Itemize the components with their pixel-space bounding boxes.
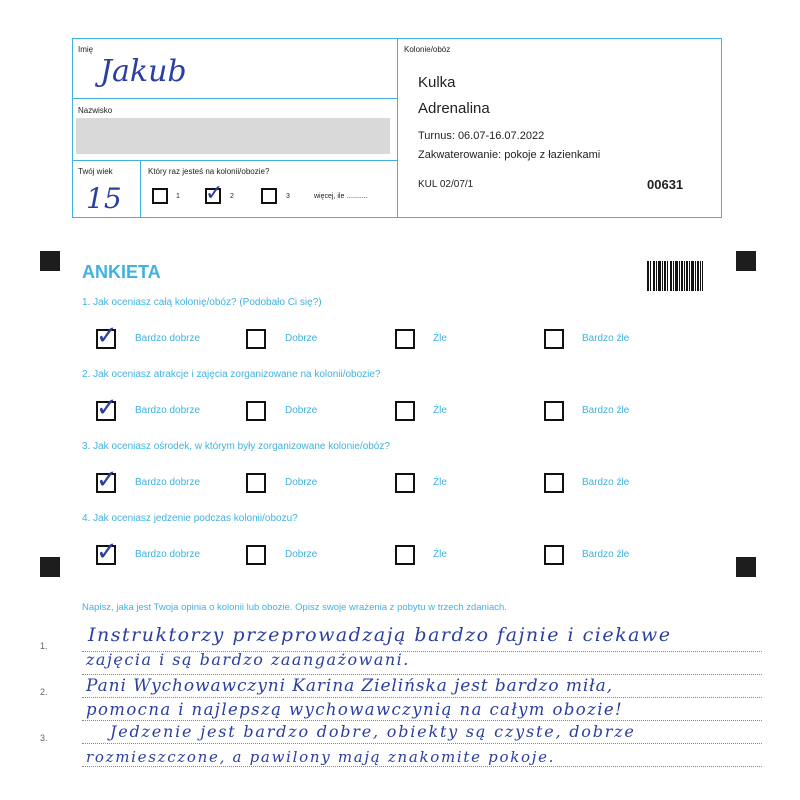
question-1: 1. Jak oceniasz całą kolonię/obóz? (Podobało Ci się?) bbox=[82, 297, 322, 308]
q4-bardzo-zle-checkbox[interactable] bbox=[544, 545, 564, 565]
q1-dobrze-checkbox[interactable] bbox=[246, 329, 266, 349]
writing-line bbox=[82, 674, 762, 675]
zakwaterowanie: Zakwaterowanie: pokoje z łazienkami bbox=[418, 149, 601, 161]
camp-name-2: Adrenalina bbox=[418, 100, 490, 117]
line-number: 1. bbox=[40, 641, 48, 651]
option-label: Dobrze bbox=[285, 405, 318, 416]
registration-marker bbox=[736, 251, 756, 271]
option-label: Bardzo dobrze bbox=[135, 333, 201, 344]
raz-checkbox-3[interactable] bbox=[261, 188, 277, 204]
wiecej-label: więcej, ile ........... bbox=[314, 193, 368, 200]
question-3: 3. Jak oceniasz ośrodek, w którym były zorganizowane kolonie/obóz? bbox=[82, 441, 390, 452]
option-label: Bardzo źle bbox=[582, 549, 630, 560]
q3-zle-checkbox[interactable] bbox=[395, 473, 415, 493]
handwriting-line: zajęcia i są bardzo zaangażowani. bbox=[86, 650, 410, 669]
wiek-label: Twój wiek bbox=[78, 167, 113, 176]
handwriting-line: Jedzenie jest bardzo dobre, obiekty są czyste, dobrze bbox=[110, 722, 636, 741]
header-divider-2 bbox=[72, 160, 397, 161]
writing-line bbox=[82, 743, 762, 744]
q4-bardzo-dobrze-checkbox[interactable] bbox=[96, 537, 118, 567]
option-label: Bardzo dobrze bbox=[135, 477, 201, 488]
option-label: Źle bbox=[433, 477, 447, 488]
option-label: Bardzo źle bbox=[582, 333, 630, 344]
handwriting-line: Instruktorzy przeprowadzają bardzo fajnie i ciekawe bbox=[88, 624, 672, 646]
barcode-icon bbox=[647, 261, 703, 291]
nazwisko-label: Nazwisko bbox=[78, 106, 113, 115]
q1-bardzo-zle-checkbox[interactable] bbox=[544, 329, 564, 349]
opinion-prompt: Napisz, jaka jest Twoja opinia o kolonii lub obozie. Opisz swoje wrażenia z pobytu w trzech zdaniach. bbox=[82, 602, 507, 613]
option-label: Dobrze bbox=[285, 477, 318, 488]
form-number: 00631 bbox=[647, 177, 684, 192]
camp-code: KUL 02/07/1 bbox=[418, 179, 474, 190]
nazwisko-redacted bbox=[76, 118, 390, 154]
turnus: Turnus: 06.07-16.07.2022 bbox=[418, 130, 545, 142]
check-mark-icon: ✓ bbox=[205, 181, 224, 206]
wiek-value[interactable]: 15 bbox=[86, 182, 122, 215]
registration-marker bbox=[736, 557, 756, 577]
raz-option-3: 3 bbox=[286, 193, 290, 200]
line-number: 3. bbox=[40, 733, 48, 743]
line-number: 2. bbox=[40, 687, 48, 697]
q2-dobrze-checkbox[interactable] bbox=[246, 401, 266, 421]
option-label: Źle bbox=[433, 405, 447, 416]
option-label: Źle bbox=[433, 549, 447, 560]
check-mark-icon: ✓ bbox=[96, 465, 118, 495]
header-divider-age bbox=[140, 160, 141, 218]
option-label: Bardzo dobrze bbox=[135, 549, 201, 560]
option-label: Bardzo źle bbox=[582, 405, 630, 416]
ktory-raz-label: Który raz jesteś na kolonii/obozie? bbox=[148, 167, 270, 176]
handwriting-line: pomocna i najlepszą wychowawczynią na całym obozie! bbox=[86, 700, 624, 719]
registration-marker bbox=[40, 557, 60, 577]
check-mark-icon: ✓ bbox=[96, 537, 118, 567]
q2-bardzo-zle-checkbox[interactable] bbox=[544, 401, 564, 421]
header-divider-1 bbox=[72, 98, 397, 99]
question-4: 4. Jak oceniasz jedzenie podczas kolonii/obozu? bbox=[82, 513, 298, 524]
raz-checkbox-1[interactable] bbox=[152, 188, 168, 204]
q4-zle-checkbox[interactable] bbox=[395, 545, 415, 565]
header-divider-vertical bbox=[397, 38, 398, 218]
q2-zle-checkbox[interactable] bbox=[395, 401, 415, 421]
kolonie-label: Kolonie/obóz bbox=[404, 45, 451, 54]
q3-bardzo-zle-checkbox[interactable] bbox=[544, 473, 564, 493]
raz-option-1: 1 bbox=[176, 193, 180, 200]
writing-line bbox=[82, 766, 762, 767]
raz-option-2: 2 bbox=[230, 193, 234, 200]
raz-checkbox-2[interactable] bbox=[205, 181, 224, 206]
writing-line bbox=[82, 697, 762, 698]
option-label: Bardzo źle bbox=[582, 477, 630, 488]
q4-dobrze-checkbox[interactable] bbox=[246, 545, 266, 565]
check-mark-icon: ✓ bbox=[96, 393, 118, 423]
check-mark-icon: ✓ bbox=[96, 321, 118, 351]
barcode bbox=[647, 261, 703, 291]
question-2: 2. Jak oceniasz atrakcje i zajęcia zorganizowane na kolonii/obozie? bbox=[82, 369, 381, 380]
survey-title: ANKIETA bbox=[82, 262, 161, 282]
handwriting-line: Pani Wychowawczyni Karina Zielińska jest bardzo miła, bbox=[86, 676, 613, 696]
imie-label: Imię bbox=[78, 45, 94, 54]
camp-name-1: Kulka bbox=[418, 74, 456, 91]
q3-dobrze-checkbox[interactable] bbox=[246, 473, 266, 493]
q3-bardzo-dobrze-checkbox[interactable] bbox=[96, 465, 118, 495]
option-label: Bardzo dobrze bbox=[135, 405, 201, 416]
handwriting-line: rozmieszczone, a pawilony mają znakomite pokoje. bbox=[86, 748, 556, 766]
q2-bardzo-dobrze-checkbox[interactable] bbox=[96, 393, 118, 423]
option-label: Dobrze bbox=[285, 333, 318, 344]
registration-marker bbox=[40, 251, 60, 271]
q1-bardzo-dobrze-checkbox[interactable] bbox=[96, 321, 118, 351]
option-label: Źle bbox=[433, 333, 447, 344]
option-label: Dobrze bbox=[285, 549, 318, 560]
q1-zle-checkbox[interactable] bbox=[395, 329, 415, 349]
imie-value[interactable]: Jakub bbox=[100, 54, 187, 89]
writing-line bbox=[82, 720, 762, 721]
